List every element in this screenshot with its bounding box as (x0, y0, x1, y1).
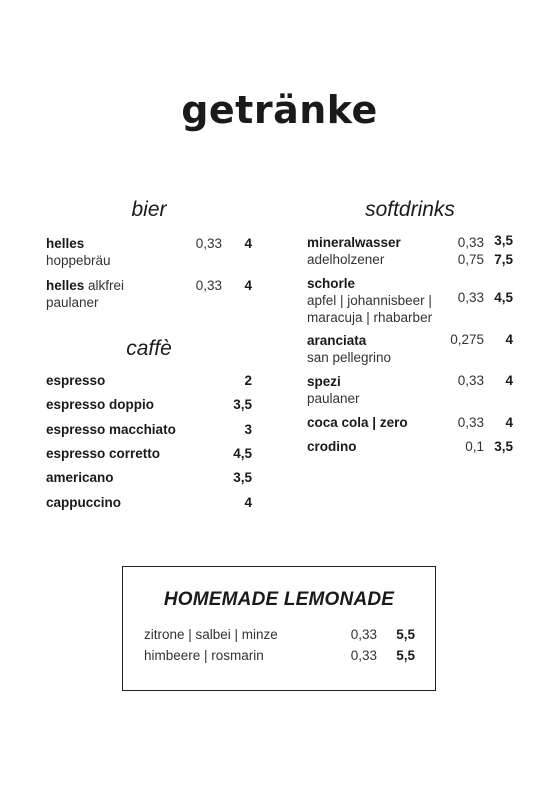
item-price: 4 (244, 495, 252, 510)
item-sub: san pellegrino (307, 350, 392, 365)
menu-item (307, 373, 360, 407)
section-heading-softdrinks: softdrinks (365, 198, 455, 221)
item-price: 3,5 (233, 470, 252, 485)
menu-item: espresso doppio (46, 397, 155, 412)
item-name: helles (46, 236, 85, 251)
lemonade-heading: HOMEMADE LEMONADE (163, 589, 395, 610)
item-name: aranciata (307, 333, 367, 348)
item-volume: 0,33 (195, 236, 222, 251)
item-sub: apfel | johannisbeer | (307, 293, 432, 308)
menu-item: espresso corretto (46, 446, 161, 461)
item-price: 3 (244, 422, 252, 437)
item-sub: paulaner (307, 391, 360, 406)
item-price: 7,5 (494, 252, 513, 267)
item-price: 4 (505, 415, 513, 430)
lemonade-box (122, 566, 436, 691)
menu-item (46, 235, 111, 269)
lemonade-item-volume: 0,33 (350, 648, 377, 663)
item-price: 4 (244, 236, 252, 251)
item-volume: 0,33 (457, 290, 484, 305)
lemonade-item-price: 5,5 (396, 648, 415, 663)
lemonade-item-price: 5,5 (396, 627, 415, 642)
item-name: helles (46, 278, 85, 293)
item-price: 4,5 (494, 290, 513, 305)
item-volume: 0,275 (450, 332, 484, 347)
item-name-suffix: alkfrei (88, 278, 125, 293)
item-name: schorle (307, 276, 356, 291)
item-sub: adelholzener (307, 252, 385, 267)
item-sub: hoppebräu (46, 253, 111, 268)
item-volume: 0,75 (457, 252, 484, 267)
menu-item: coca cola | zero (307, 415, 408, 430)
menu-item: americano (46, 470, 114, 485)
item-price: 4 (505, 373, 513, 388)
item-price: 4 (505, 332, 513, 347)
menu-item (46, 277, 124, 311)
menu-item (307, 275, 432, 326)
item-name: spezi (307, 374, 341, 389)
item-volume: 0,33 (457, 235, 484, 250)
item-volume: 0,33 (457, 415, 484, 430)
item-price: 4,5 (233, 446, 252, 461)
lemonade-item-name: himbeere | rosmarin (144, 648, 264, 663)
page-title: getränke (181, 88, 378, 132)
item-volume: 0,33 (457, 373, 484, 388)
item-volume: 0,1 (465, 439, 484, 454)
menu-item: espresso (46, 373, 106, 388)
item-price: 3,5 (494, 233, 513, 248)
item-price: 4 (244, 278, 252, 293)
menu-item (307, 332, 391, 366)
menu-item: crodino (307, 439, 357, 454)
lemonade-item-volume: 0,33 (350, 627, 377, 642)
menu-item: espresso macchiato (46, 422, 176, 437)
menu-item (307, 234, 401, 268)
menu-item: cappuccino (46, 495, 122, 510)
item-sub: paulaner (46, 295, 99, 310)
item-price: 2 (244, 373, 252, 388)
item-price: 3,5 (233, 397, 252, 412)
section-heading-bier: bier (131, 198, 167, 221)
section-heading-caffe: caffè (126, 337, 172, 360)
item-volume: 0,33 (195, 278, 222, 293)
item-price: 3,5 (494, 439, 513, 454)
lemonade-item-name: zitrone | salbei | minze (144, 627, 278, 642)
item-name: mineralwasser (307, 235, 401, 250)
item-sub: maracuja | rhabarber (307, 310, 433, 325)
